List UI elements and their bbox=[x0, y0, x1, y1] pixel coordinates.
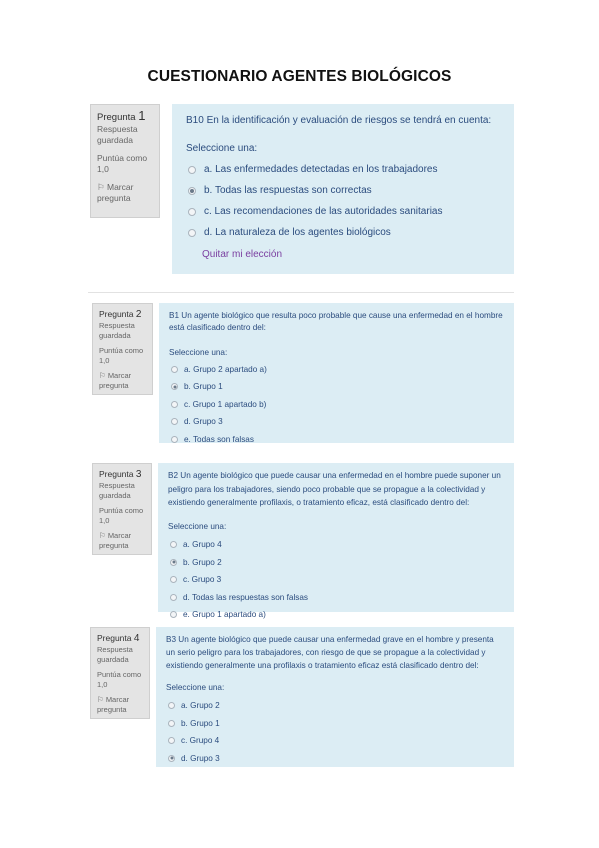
radio-button-selected[interactable] bbox=[168, 755, 175, 762]
answer-label[interactable]: c. Grupo 1 apartado b) bbox=[184, 399, 267, 409]
answer-label[interactable]: d. Todas las respuestas son falsas bbox=[183, 592, 309, 602]
answer-option[interactable] bbox=[170, 554, 504, 572]
radio-button[interactable] bbox=[171, 366, 178, 373]
question-label: Pregunta bbox=[99, 309, 134, 319]
answer-label[interactable]: d. Grupo 3 bbox=[184, 417, 223, 426]
answer-label[interactable]: c. Las recomendaciones de las autoridades sanitarias bbox=[204, 206, 443, 217]
question-points: Puntúa como 1,0 bbox=[97, 152, 148, 174]
answer-option[interactable] bbox=[168, 750, 504, 768]
answer-label[interactable]: a. Grupo 2 apartado a) bbox=[184, 364, 267, 374]
answer-option[interactable] bbox=[188, 180, 500, 201]
answer-options bbox=[186, 159, 500, 243]
question-status: Respuesta guardada bbox=[99, 320, 135, 340]
flag-label: Marcar pregunta bbox=[97, 694, 130, 714]
question-header bbox=[97, 110, 153, 124]
answer-label[interactable]: b. Todas las respuestas son correctas bbox=[204, 185, 372, 196]
radio-button-selected[interactable] bbox=[171, 383, 178, 390]
answer-option[interactable] bbox=[170, 571, 504, 589]
question-content bbox=[158, 463, 514, 619]
answer-label[interactable]: e. Todas son falsas bbox=[184, 434, 254, 444]
radio-button[interactable] bbox=[170, 611, 177, 618]
answer-option[interactable] bbox=[188, 201, 500, 222]
answer-option[interactable] bbox=[171, 361, 504, 379]
question-info bbox=[92, 463, 152, 555]
answer-options bbox=[169, 361, 504, 449]
flag-icon: ⚐ bbox=[99, 370, 108, 380]
question-header bbox=[97, 633, 143, 645]
question-points: Puntúa como 1,0 bbox=[99, 505, 144, 525]
question-label: Pregunta bbox=[99, 469, 134, 479]
divider bbox=[88, 292, 514, 293]
flag-icon: ⚐ bbox=[97, 694, 106, 704]
flag-question-link[interactable] bbox=[99, 531, 145, 552]
question-prompt: Seleccione una: bbox=[166, 683, 225, 692]
answer-label[interactable]: c. Grupo 3 bbox=[183, 575, 222, 584]
question-content bbox=[172, 104, 514, 274]
answer-option[interactable] bbox=[168, 732, 504, 750]
radio-button[interactable] bbox=[170, 541, 177, 548]
flag-icon: ⚐ bbox=[99, 530, 108, 540]
flag-label: Marcar pregunta bbox=[99, 370, 132, 390]
question-number: 3 bbox=[135, 469, 142, 480]
question-text: B2 Un agente biológico que puede causar una enfermedad en el hombre puede suponer un peligro para los trabajadores, siendo poco probable que se propague a la colectividad y existiendo generalmente profilaxis, o tratamiento eficaz, está clasificado dentro del: bbox=[168, 471, 501, 507]
question-status: Respuesta guardada bbox=[99, 480, 135, 500]
answer-option[interactable] bbox=[171, 396, 504, 414]
question-points: Puntúa como 1,0 bbox=[99, 345, 144, 365]
radio-button-selected[interactable] bbox=[170, 559, 177, 566]
page-title: CUESTIONARIO AGENTES BIOLÓGICOS bbox=[147, 68, 452, 85]
answer-label[interactable]: a. Grupo 2 bbox=[181, 701, 220, 711]
question-info bbox=[90, 627, 150, 719]
question-label: Pregunta bbox=[97, 633, 132, 643]
answer-option[interactable] bbox=[168, 697, 504, 715]
question-header bbox=[99, 309, 146, 321]
question-points: Puntúa como 1,0 bbox=[97, 669, 142, 689]
answer-option[interactable] bbox=[188, 222, 500, 243]
flag-question-link[interactable] bbox=[97, 695, 143, 716]
clear-choice-link[interactable]: Quitar mi elección bbox=[202, 249, 283, 260]
answer-label[interactable]: b. Grupo 1 bbox=[181, 718, 220, 728]
radio-button[interactable] bbox=[171, 401, 178, 408]
answer-option[interactable] bbox=[188, 159, 500, 180]
radio-button[interactable] bbox=[170, 576, 177, 583]
answer-option[interactable] bbox=[171, 431, 504, 449]
radio-button[interactable] bbox=[188, 166, 196, 174]
radio-button[interactable] bbox=[168, 702, 175, 709]
question-info bbox=[92, 303, 153, 395]
radio-button-selected[interactable] bbox=[188, 187, 196, 195]
answer-option[interactable] bbox=[171, 413, 504, 431]
answer-label[interactable]: c. Grupo 4 bbox=[181, 736, 220, 746]
question-text: B3 Un agente biológico que puede causar una enfermedad grave en el hombre y presenta un serio peligro para los trabajadores, con riesgo de que se propague a la colectividad y existiendo generalmente una profilaxis o tratamiento eficaz está clasificado dentro del: bbox=[166, 635, 494, 670]
answer-label[interactable]: b. Grupo 2 bbox=[183, 557, 222, 567]
radio-button[interactable] bbox=[168, 720, 175, 727]
answer-options bbox=[168, 536, 504, 624]
flag-label: Marcar pregunta bbox=[99, 530, 132, 550]
flag-question-link[interactable] bbox=[97, 182, 153, 205]
question-number: 2 bbox=[135, 309, 142, 320]
question-text: B10 En la identificación y evaluación de riesgos se tendrá en cuenta: bbox=[186, 115, 492, 126]
answer-option[interactable] bbox=[170, 536, 504, 554]
answer-label[interactable]: b. Grupo 1 bbox=[184, 382, 223, 391]
answer-option[interactable] bbox=[168, 715, 504, 733]
question-label: Pregunta bbox=[97, 112, 136, 123]
question-status: Respuesta guardada bbox=[97, 644, 133, 664]
question-content bbox=[156, 627, 514, 767]
flag-question-link[interactable] bbox=[99, 371, 146, 392]
radio-button[interactable] bbox=[168, 737, 175, 744]
answer-label[interactable]: a. Grupo 4 bbox=[183, 540, 222, 549]
answer-label[interactable]: d. La naturaleza de los agentes biológicos bbox=[204, 227, 391, 238]
question-content bbox=[159, 303, 514, 443]
question-number: 4 bbox=[133, 633, 140, 644]
answer-label[interactable]: e. Grupo 1 apartado a) bbox=[183, 610, 266, 619]
flag-icon: ⚐ bbox=[97, 181, 107, 192]
question-header bbox=[99, 469, 145, 481]
question-info bbox=[90, 104, 160, 218]
question-prompt: Seleccione una: bbox=[186, 143, 258, 154]
question-text: B1 Un agente biológico que resulta poco probable que cause una enfermedad en el hombre está clasificado dentro del: bbox=[169, 311, 503, 332]
radio-button[interactable] bbox=[171, 436, 178, 443]
flag-label: Marcar pregunta bbox=[97, 181, 134, 203]
question-prompt: Seleccione una: bbox=[169, 348, 228, 357]
question-status: Respuesta guardada bbox=[97, 123, 138, 145]
answer-option[interactable] bbox=[171, 378, 504, 396]
radio-button[interactable] bbox=[171, 418, 178, 425]
answer-options bbox=[166, 697, 504, 767]
radio-button[interactable] bbox=[188, 208, 196, 216]
answer-option[interactable] bbox=[170, 606, 504, 624]
radio-button[interactable] bbox=[188, 229, 196, 237]
question-number: 1 bbox=[138, 108, 146, 123]
radio-button[interactable] bbox=[170, 594, 177, 601]
answer-label[interactable]: d. Grupo 3 bbox=[181, 753, 220, 763]
answer-option[interactable] bbox=[170, 589, 504, 607]
answer-label[interactable]: a. Las enfermedades detectadas en los trabajadores bbox=[204, 164, 438, 175]
question-prompt: Seleccione una: bbox=[168, 521, 227, 531]
